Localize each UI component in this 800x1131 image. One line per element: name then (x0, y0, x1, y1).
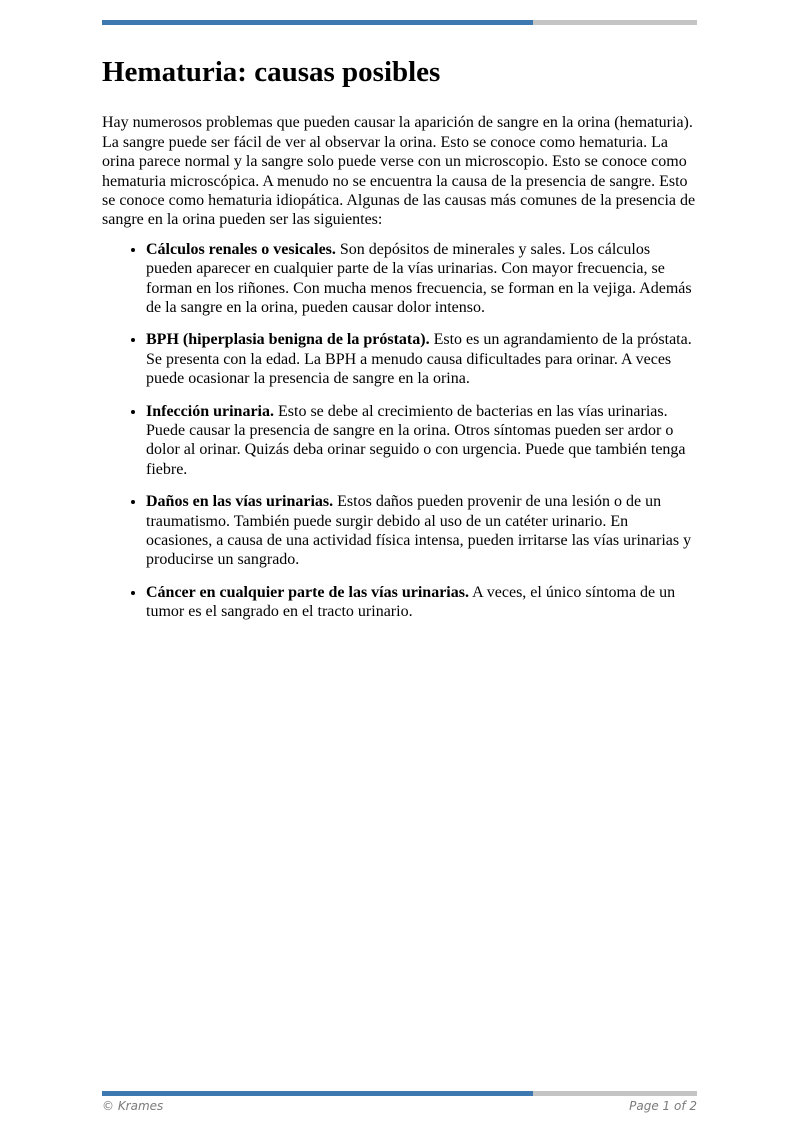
list-item-text: Esto es un agrandamiento de la próstata. Se presenta con la edad. La BPH a menudo causa dificultades para orinar. A veces puede ocasionar la presencia de sangre en la orina. (146, 331, 692, 388)
page-indicator: Page 1 of 2 (629, 1099, 697, 1113)
header-rule (102, 20, 697, 25)
list-item-bph (146, 330, 697, 388)
header-rule-gray-segment (533, 20, 697, 25)
list-item-cancer (146, 583, 697, 622)
header-rule-blue-segment (102, 20, 533, 25)
footer-rule (102, 1091, 697, 1096)
list-item-lead: Daños en las vías urinarias. (146, 493, 334, 511)
list-item-lead: Infección urinaria. (146, 402, 274, 420)
footer-text-row (102, 1099, 697, 1113)
page-title: Hematuria: causas posibles (102, 56, 441, 88)
causes-list (102, 240, 697, 622)
page-footer (102, 1091, 697, 1113)
list-item-kidney-stones (146, 240, 697, 318)
list-item-text: Esto se debe al crecimiento de bacterias en las vías urinarias. Puede causar la presencia de sangre en la orina. Otros síntomas pueden ser ardor o dolor al orinar. Quizás deba orinar seguido o con urgencia. Puede que también tenga fiebre. (146, 402, 686, 478)
list-item-text: A veces, el único síntoma de un tumor es el sangrado en el tracto urinario. (146, 583, 676, 621)
copyright-text: © Krames (102, 1099, 164, 1113)
list-item-text: Son depósitos de minerales y sales. Los cálculos pueden aparecer en cualquier parte de la vías urinarias. Con mayor frecuencia, se forman en los riñones. Con mucha menos frecuencia, se forman en la vejiga. Además de la sangre en la orina, pueden causar dolor intenso. (146, 240, 692, 316)
intro-paragraph: Hay numerosos problemas que pueden causar la aparición de sangre en la orina (hematuria). La sangre puede ser fácil de ver al observar la orina. Esto se conoce como hematuria. La orina parece normal y la sangre solo puede verse con un microscopio. Esto se conoce como hematuria microscópica. A menudo no se encuentra la causa de la presencia de sangre. Esto se conoce como hematuria idiopática. Algunas de las causas más comunes de la presencia de sangre en la orina pueden ser las siguientes: (102, 114, 696, 229)
footer-rule-gray-segment (533, 1091, 697, 1096)
footer-rule-blue-segment (102, 1091, 533, 1096)
list-item-lead: BPH (hiperplasia benigna de la próstata). (146, 331, 430, 349)
list-item-lead: Cálculos renales o vesicales. (146, 240, 336, 258)
list-item-text: Estos daños pueden provenir de una lesión o de un traumatismo. También puede surgir debido al uso de un catéter urinario. En ocasiones, a causa de una actividad física intensa, pueden irritarse las vías urinarias y producirse un sangrado. (146, 493, 692, 569)
list-item-urinary-infection (146, 402, 697, 480)
list-item-urinary-tract-damage (146, 492, 697, 570)
list-item-lead: Cáncer en cualquier parte de las vías urinarias. (146, 583, 469, 601)
